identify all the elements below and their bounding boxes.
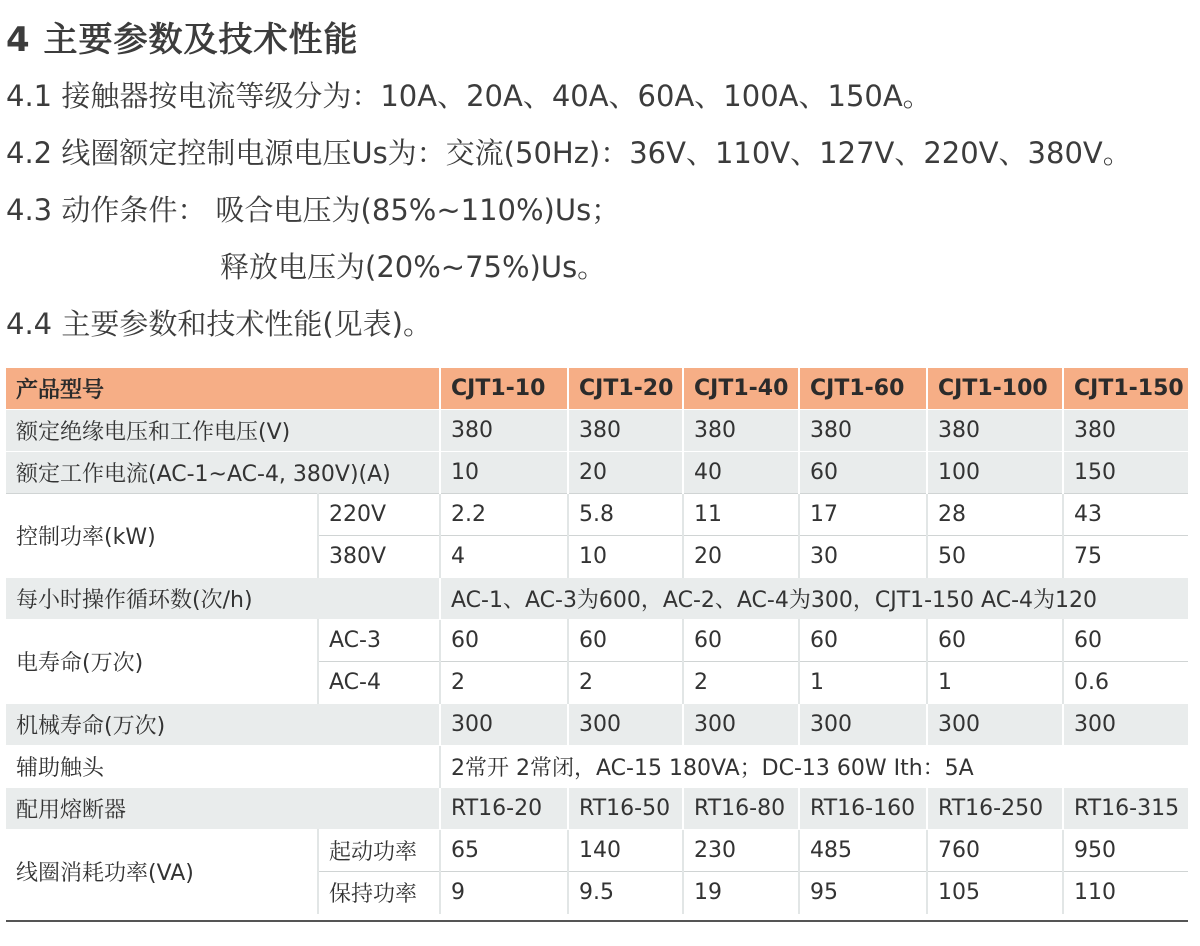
table-cell: RT16-20 xyxy=(440,788,568,830)
table-cell: 60 xyxy=(1063,620,1188,662)
row-label: 配用熔断器 xyxy=(6,788,440,830)
table-cell: 60 xyxy=(568,620,683,662)
table-row-fuse xyxy=(6,788,1188,830)
table-cell: 60 xyxy=(440,620,568,662)
table-cell: 300 xyxy=(683,704,799,746)
table-cell: 60 xyxy=(683,620,799,662)
table-cell: 300 xyxy=(927,704,1063,746)
table-cell: 380 xyxy=(440,410,568,452)
table-cell: 40 xyxy=(683,452,799,494)
table-cell: 140 xyxy=(568,830,683,872)
table-cell: 43 xyxy=(1063,494,1188,536)
table-cell: 300 xyxy=(1063,704,1188,746)
table-cell: 1 xyxy=(927,662,1063,704)
table-cell: 30 xyxy=(799,536,927,578)
table-cell: 300 xyxy=(799,704,927,746)
sub-label: AC-4 xyxy=(318,662,440,704)
table-cell-merged: AC-1、AC-3为600，AC-2、AC-4为300，CJT1-150 AC-4为120 xyxy=(440,578,1188,620)
table-cell: 380 xyxy=(927,410,1063,452)
sub-label: 220V xyxy=(318,494,440,536)
table-cell: RT16-315 xyxy=(1063,788,1188,830)
table-cell: 110 xyxy=(1063,872,1188,914)
table-cell: 75 xyxy=(1063,536,1188,578)
table-cell: 20 xyxy=(683,536,799,578)
table-header-row xyxy=(6,368,1188,410)
table-cell: 10 xyxy=(440,452,568,494)
table-cell: 150 xyxy=(1063,452,1188,494)
table-cell: 2 xyxy=(440,662,568,704)
table-cell: 230 xyxy=(683,830,799,872)
table-cell: 60 xyxy=(799,452,927,494)
table-cell: 60 xyxy=(799,620,927,662)
table-cell: RT16-160 xyxy=(799,788,927,830)
row-label: 每小时操作循环数(次/h) xyxy=(6,578,440,620)
spec-table xyxy=(6,367,1188,914)
table-row-control-power-220 xyxy=(6,494,1188,536)
table-bottom-rule xyxy=(6,920,1188,922)
table-cell: 105 xyxy=(927,872,1063,914)
table-cell: 380 xyxy=(568,410,683,452)
paragraph-4-3: 4.3 动作条件： 吸合电压为(85%~110%)Us； xyxy=(6,193,621,227)
sub-label: 380V xyxy=(318,536,440,578)
table-cell: 0.6 xyxy=(1063,662,1188,704)
section-heading: 4 主要参数及技术性能 xyxy=(6,20,359,60)
table-cell: 95 xyxy=(799,872,927,914)
table-cell: 2 xyxy=(683,662,799,704)
paragraph-4-1: 4.1 接触器按电流等级分为：10A、20A、40A、60A、100A、150A。 xyxy=(6,79,932,113)
table-cell: 2 xyxy=(568,662,683,704)
table-cell: RT16-80 xyxy=(683,788,799,830)
table-cell: 9.5 xyxy=(568,872,683,914)
table-cell: 20 xyxy=(568,452,683,494)
table-cell: 380 xyxy=(1063,410,1188,452)
table-cell: 300 xyxy=(440,704,568,746)
table-cell: 11 xyxy=(683,494,799,536)
table-cell: 100 xyxy=(927,452,1063,494)
sub-label: 起动功率 xyxy=(318,830,440,872)
table-cell: 1 xyxy=(799,662,927,704)
row-label: 额定绝缘电压和工作电压(V) xyxy=(6,410,440,452)
table-cell: RT16-50 xyxy=(568,788,683,830)
table-cell: 60 xyxy=(927,620,1063,662)
header-label: 产品型号 xyxy=(6,368,440,410)
table-cell: 2.2 xyxy=(440,494,568,536)
table-cell: 28 xyxy=(927,494,1063,536)
model-cell: CJT1-150 xyxy=(1063,368,1188,410)
row-label: 辅助触头 xyxy=(6,746,440,788)
model-cell: CJT1-60 xyxy=(799,368,927,410)
table-cell: 950 xyxy=(1063,830,1188,872)
table-cell: 65 xyxy=(440,830,568,872)
table-cell: 5.8 xyxy=(568,494,683,536)
table-row-coil-start xyxy=(6,830,1188,872)
sub-label: 保持功率 xyxy=(318,872,440,914)
table-cell: 380 xyxy=(799,410,927,452)
table-cell: 485 xyxy=(799,830,927,872)
table-cell: 760 xyxy=(927,830,1063,872)
table-row-electrical-life-ac3 xyxy=(6,620,1188,662)
table-cell: 4 xyxy=(440,536,568,578)
table-row-cycles xyxy=(6,578,1188,620)
table-cell: 10 xyxy=(568,536,683,578)
row-label: 线圈消耗功率(VA) xyxy=(6,830,318,914)
table-cell: 19 xyxy=(683,872,799,914)
table-row-mechanical-life xyxy=(6,704,1188,746)
table-row-rated-voltage xyxy=(6,410,1188,452)
table-row-aux-contacts xyxy=(6,746,1188,788)
table-cell-merged: 2常开 2常闭，AC-15 180VA；DC-13 60W Ith：5A xyxy=(440,746,1188,788)
paragraph-4-2: 4.2 线圈额定控制电源电压Us为：交流(50Hz)：36V、110V、127V、220V、380V。 xyxy=(6,136,1132,170)
row-label: 机械寿命(万次) xyxy=(6,704,440,746)
model-cell: CJT1-20 xyxy=(568,368,683,410)
table-row-rated-current xyxy=(6,452,1188,494)
model-cell: CJT1-10 xyxy=(440,368,568,410)
model-cell: CJT1-40 xyxy=(683,368,799,410)
row-label: 额定工作电流(AC-1~AC-4, 380V)(A) xyxy=(6,452,440,494)
model-cell: CJT1-100 xyxy=(927,368,1063,410)
row-label: 电寿命(万次) xyxy=(6,620,318,704)
table-cell: 9 xyxy=(440,872,568,914)
table-cell: 50 xyxy=(927,536,1063,578)
table-cell: RT16-250 xyxy=(927,788,1063,830)
sub-label: AC-3 xyxy=(318,620,440,662)
paragraph-4-4: 4.4 主要参数和技术性能(见表)。 xyxy=(6,307,432,341)
paragraph-4-3-release: 释放电压为(20%~75%)Us。 xyxy=(220,250,607,284)
table-cell: 300 xyxy=(568,704,683,746)
table-cell: 380 xyxy=(683,410,799,452)
table-cell: 17 xyxy=(799,494,927,536)
row-label: 控制功率(kW) xyxy=(6,494,318,578)
